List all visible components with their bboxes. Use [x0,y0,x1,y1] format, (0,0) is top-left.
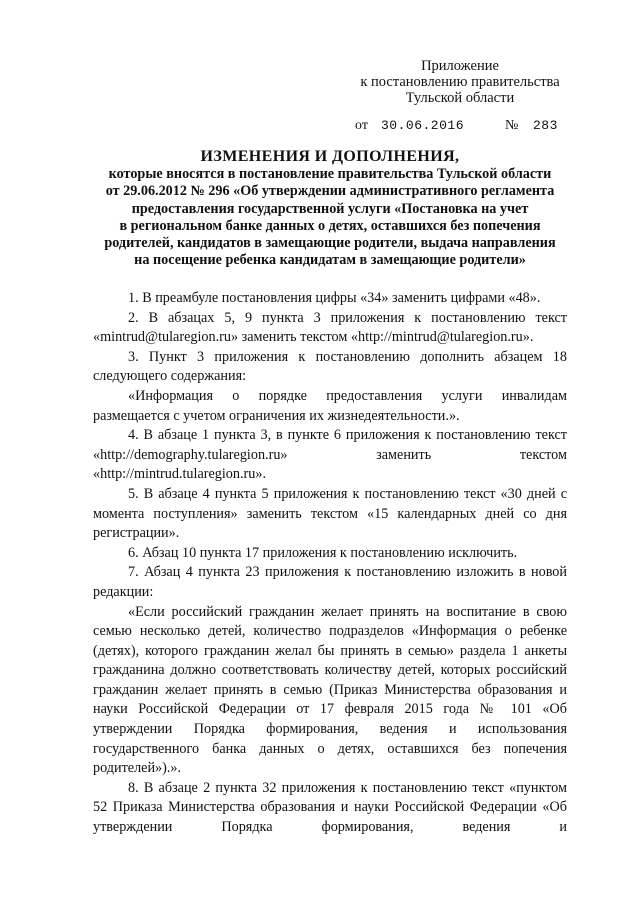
appendix-line-3: Тульской области [405,90,515,106]
title-line-2: от 29.06.2012 № 296 «Об утверждении административного регламента [105,183,555,200]
title-line-1: которые вносятся в постановление правительства Тульской области [108,166,552,182]
appendix-line-2: к постановлению правительства [360,74,560,90]
date-prefix: от [355,118,368,133]
paragraph-item-3: 3. Пункт 3 приложения к постановлению дополнить абзацем 18 следующего содержания: [93,348,567,385]
paragraph-quote-2: «Если российский гражданин желает принять на воспитание в свою семью несколько детей, количество подразделов «Информация о ребенке (детях), которого гражданин желал бы принять в семью» раздела 1 анкеты гражданина должно соответствовать количеству детей, которых российский гражданин желает принять в семью (Приказ Министерства образования и науки Российской Федерации от 17 февраля 2015 года № 101 «Об утверждении Порядка формирования, ведения и использования государственного банка данных о детях, оставшихся без попечения родителей»).». [93,603,567,777]
document-number: 283 [533,118,558,133]
title-line-4: в региональном банке данных о детях, оставшихся без попечения [119,217,541,234]
paragraph-quote-1: «Информация о порядке предоставления услуги инвалидам размещается с учетом ограничения их жизнедеятельности.». [93,387,567,424]
paragraph-item-7: 7. Абзац 4 пункта 23 приложения к постановлению изложить в новой редакции: [93,564,567,600]
document-title [90,147,570,270]
paragraph-item-8: 8. В абзаце 2 пункта 32 приложения к постановлению текст «пунктом 52 Приказа Министерства образования и науки Российской Федерации «Об утверждении Порядка формирования, ведения и [93,779,567,836]
paragraph-item-4: 4. В абзаце 1 пункта 3, в пункте 6 приложения к постановлению текст «http://demography.tularegion.ru» заменить текстом «http://mintrud.tularegion.ru». [93,427,567,483]
date-number-line [355,118,595,134]
number-sign: № [505,118,519,133]
title-line-3: предоставления государственной услуги «Постановка на учет [131,200,529,217]
paragraph-item-5: 5. В абзаце 4 пункта 5 приложения к постановлению текст «30 дней с момента поступления» заменить текстом «15 календарных дней со дня регистрации». [93,485,567,542]
document-body [93,289,567,838]
appendix-line-1: Приложение [421,58,499,74]
appendix-header [340,58,580,106]
title-line-6: на посещение ребенка кандидатам в замещающие родители» [134,252,526,269]
paragraph-item-6: 6. Абзац 10 пункта 17 приложения к постановлению исключить. [128,544,518,561]
title-heading: ИЗМЕНЕНИЯ И ДОПОЛНЕНИЯ, [200,148,460,165]
paragraph-item-1: 1. В преамбуле постановления цифры «34» заменить цифрами «48». [128,290,541,306]
title-line-5: родителей, кандидатов в замещающие родители, выдача направления [104,235,556,252]
paragraph-item-2: 2. В абзацах 5, 9 пункта 3 приложения к постановлению текст «mintrud@tularegion.ru» заменить текстом «http://mintrud@tularegion.ru». [93,309,567,346]
document-date: 30.06.2016 [381,118,465,133]
